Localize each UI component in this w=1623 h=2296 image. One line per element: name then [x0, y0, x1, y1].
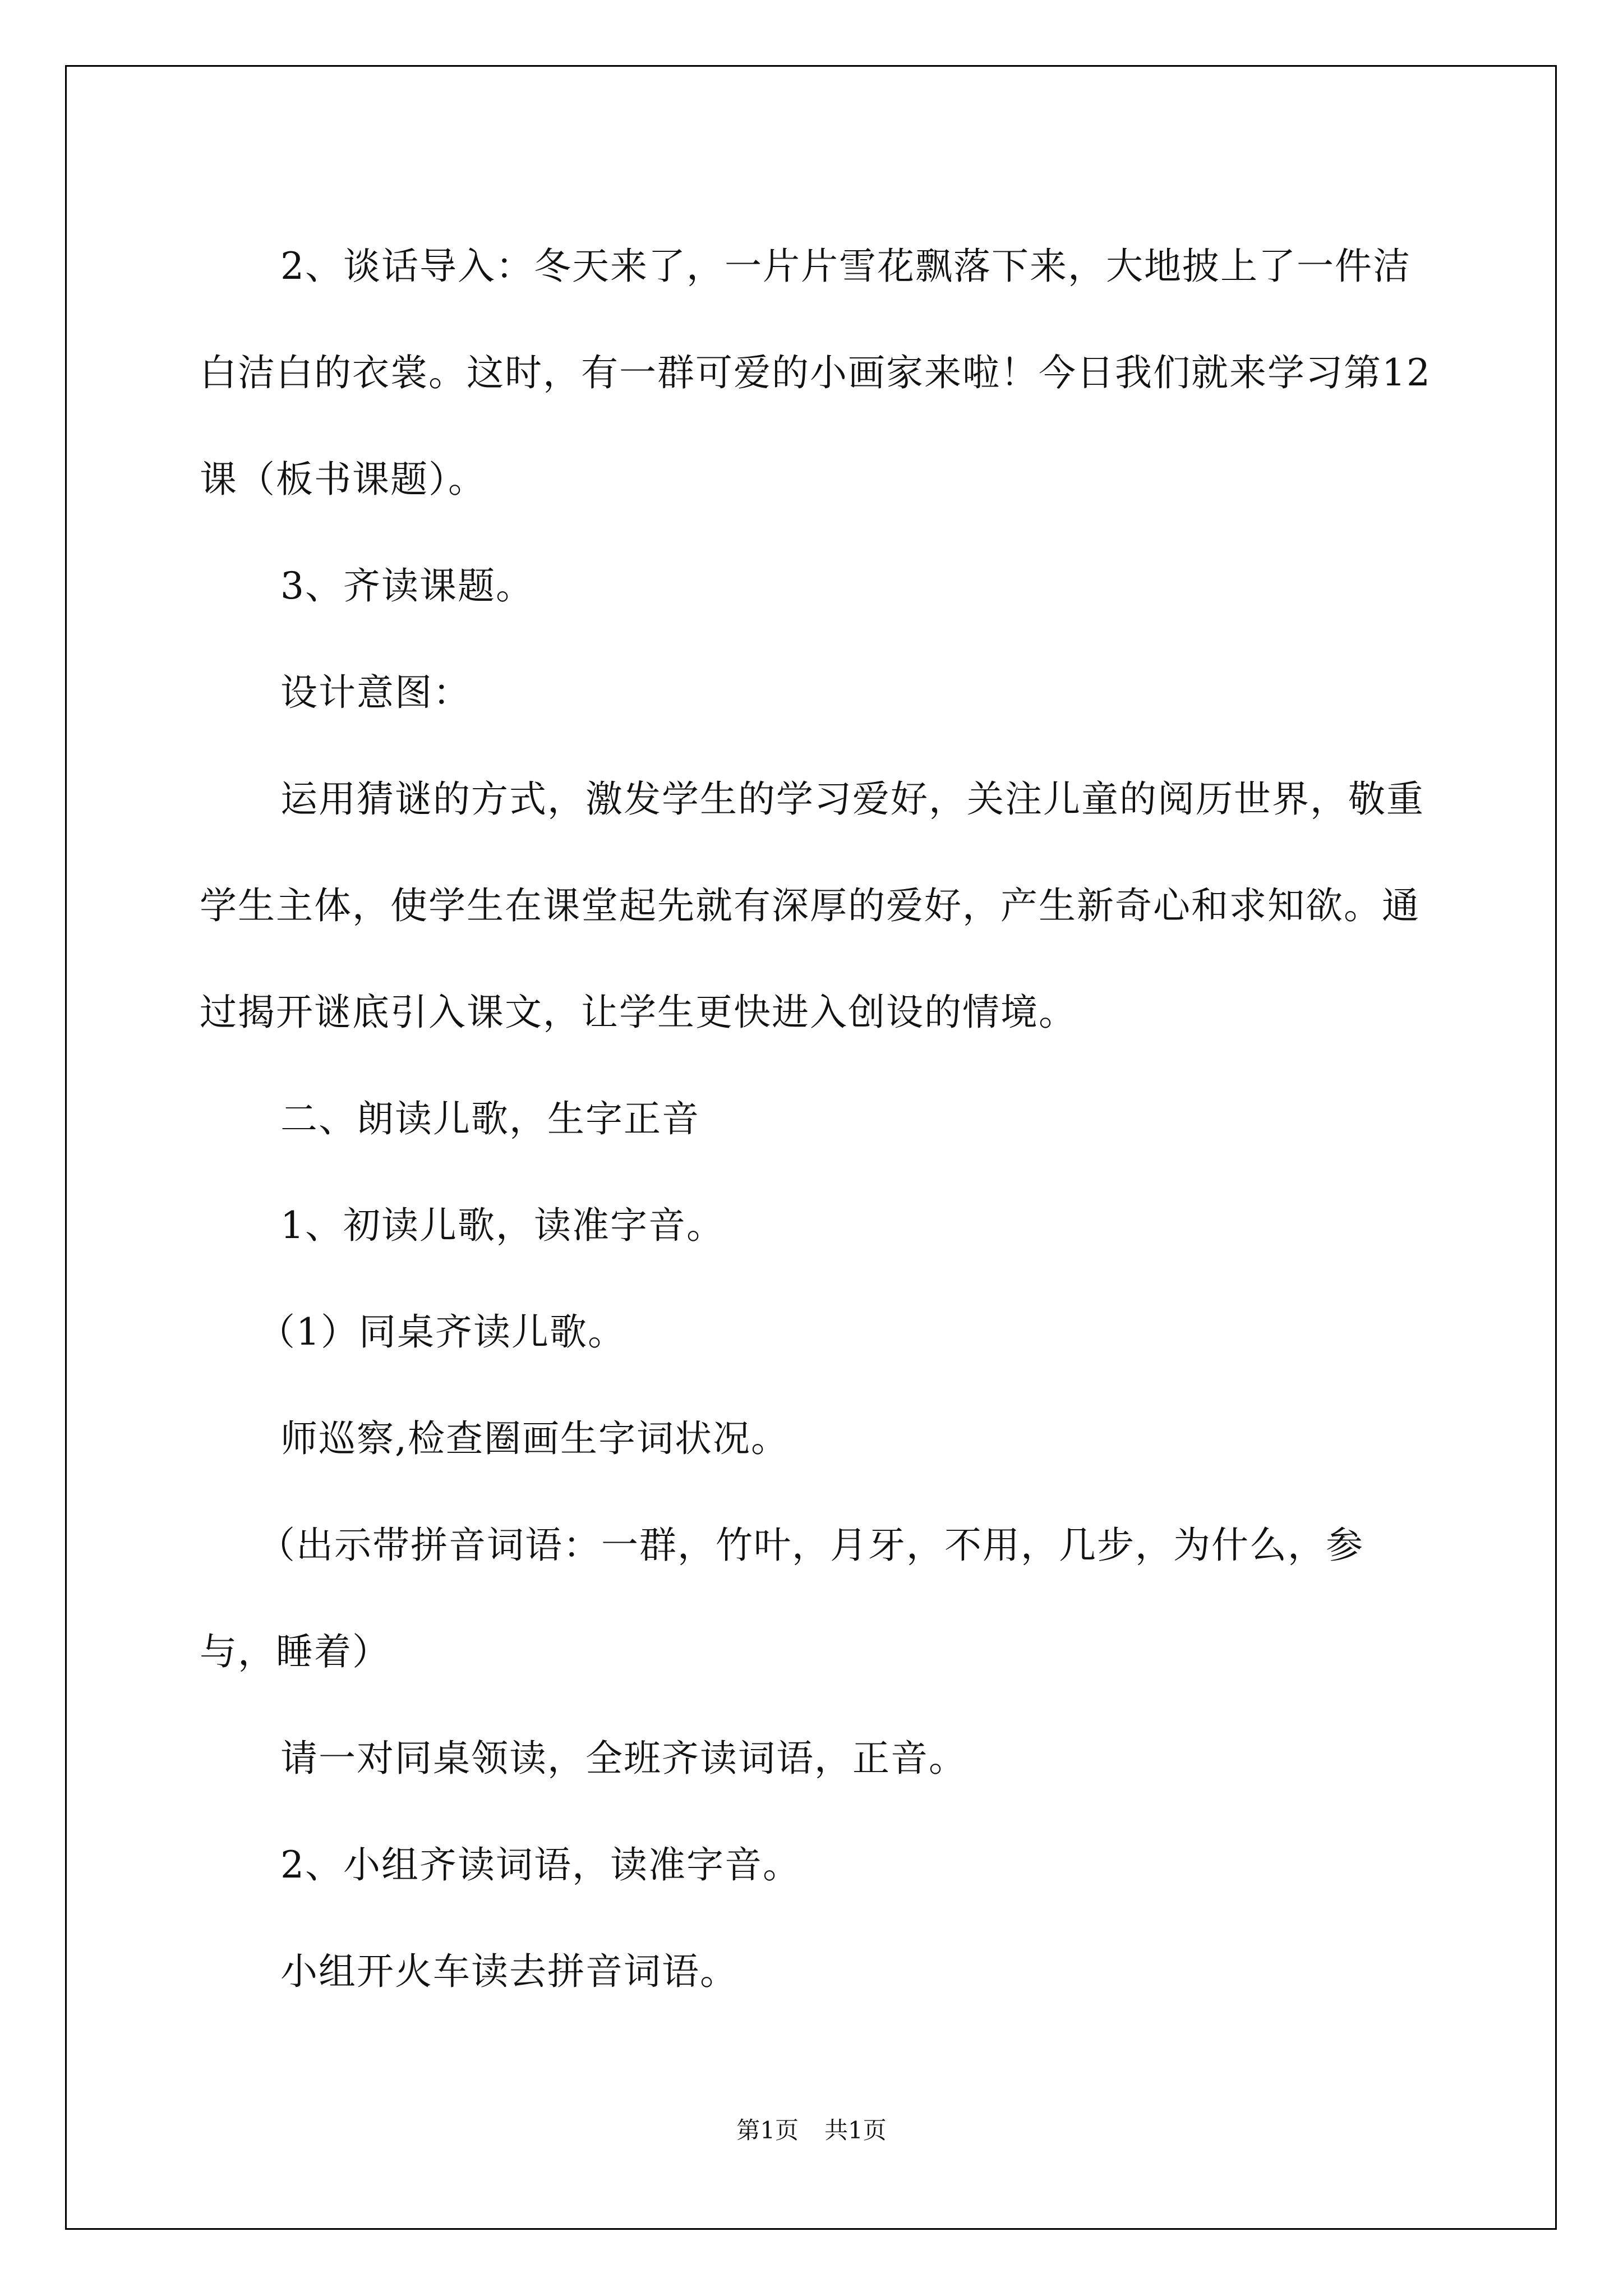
- paragraph: 2、小组齐读词语，读准字音。: [280, 1843, 801, 1887]
- page-number: 第1页: [736, 2116, 799, 2144]
- page-footer: [0, 2112, 1623, 2146]
- paragraph: 3、齐读课题。: [280, 564, 534, 608]
- paragraph: 1、初读儿歌，读准字音。: [280, 1204, 725, 1247]
- paragraph: 请一对同桌领读，全班齐读词语，正音。: [280, 1737, 967, 1780]
- paragraph: 运用猜谜的方式，激发学生的学习爱好，关注儿童的阅历世界，敬重学生主体，使学生在课堂起先就有深厚的爱好，产生新奇心和求知欲。通过揭开谜底引入课文，让学生更快进入创设的情境。: [200, 777, 1424, 1034]
- paragraph: 2、谈话导入：冬天来了，一片片雪花飘落下来，大地披上了一件洁白洁白的衣裳。这时，有一群可爱的小画家来啦！今日我们就来学习第12课（板书课题）。: [200, 245, 1431, 501]
- document-body: [200, 213, 1433, 2025]
- page-total: 共1页: [824, 2116, 887, 2144]
- paragraph: （出示带拼音词语：一群，竹叶，月牙，不用，几步，为什么，参与，睡着）: [200, 1524, 1364, 1673]
- paragraph: 设计意图：: [280, 671, 471, 714]
- paragraph: （1）同桌齐读儿歌。: [258, 1310, 626, 1354]
- paragraph: 小组开火车读去拼音词语。: [280, 1950, 738, 1993]
- paragraph: 师巡察,检查圈画生字词状况。: [280, 1417, 789, 1460]
- paragraph: 二、朗读儿歌，生字正音: [280, 1097, 700, 1140]
